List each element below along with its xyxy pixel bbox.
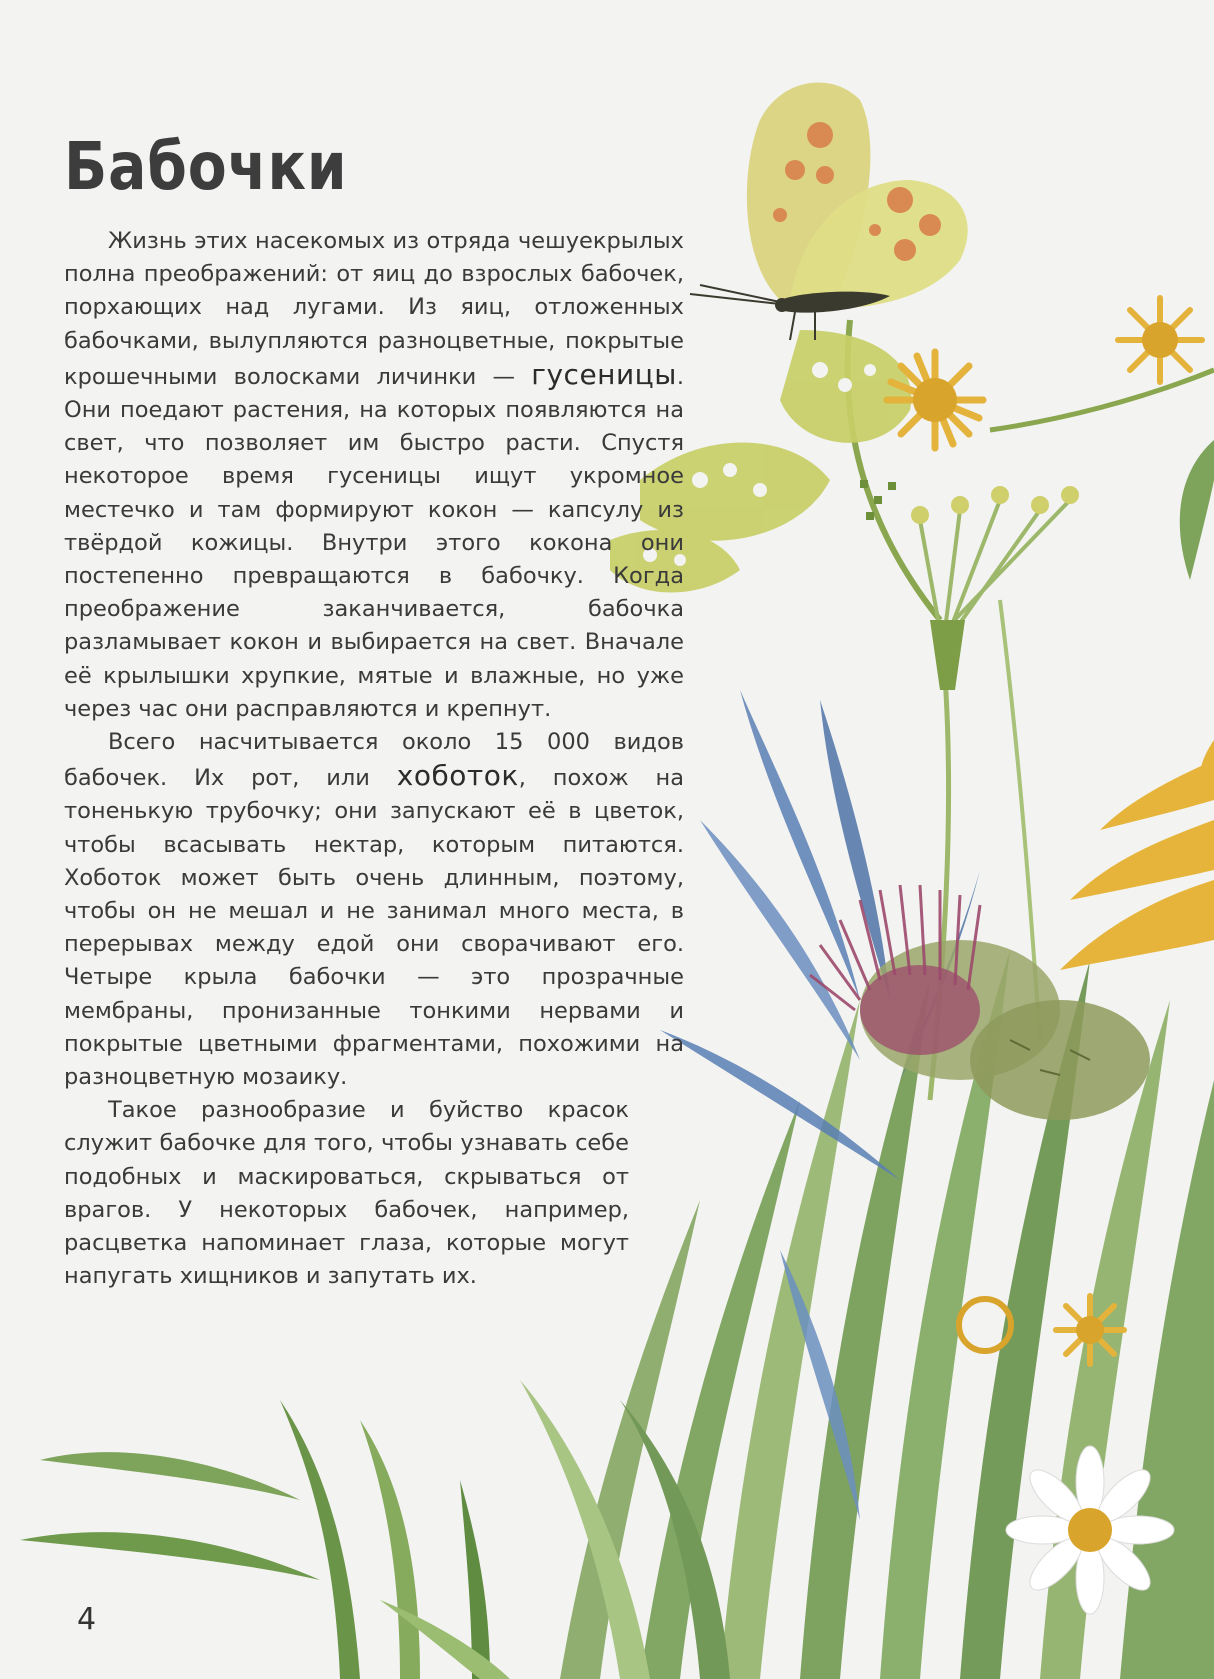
bud-icon [959, 1299, 1011, 1351]
green-leaf [1180, 440, 1214, 580]
paragraph-text: . Они поедают растения, на которых появляются на свет, что позволяет им быстро расти. Спустя некоторое время гусеницы ищут укромное местечко и там формируют кокон — капсулу из твёрдой кожицы. Внутри этого кокона они постепенно превращаются в бабочку. Когда преображение заканчивается, бабочка разламывает кокон и выбирается на свет. Вначале её крылышки хрупкие, мятые и влажные, но уже через час они расправляются и крепнут. [64, 363, 684, 722]
clover-flower-icon [810, 885, 1150, 1120]
page-title: Бабочки [64, 128, 348, 205]
paragraph-proboscis [64, 726, 684, 1094]
paragraph-text: Всего насчитывается около 15 000 видов бабочек. Их рот, или [64, 729, 684, 792]
paragraph-colors: Такое разнообразие и буйство красок служит бабочке для того, чтобы узнавать себе подобных и маскироваться, скрываться от врагов. У некоторых бабочек, например, расцветка напоминает глаза, которые могут напугать хищников и запутать их. [64, 1097, 629, 1290]
large-yellow-flower [1060, 740, 1214, 970]
paragraph-caterpillars [64, 225, 684, 726]
butterfly-icon [690, 83, 968, 340]
paragraph-text: , похож на тоненькую трубочку; они запускают её в цветок, чтобы всасывать нектар, которым питаются. Хоботок может быть очень длинным, поэтому, чтобы он не мешал и не занимал много места, в перерывах между едой они сворачивают его. Четыре крыла бабочки — это прозрачные мембраны, пронизанные тонкими нервами и покрытые цветными фрагментами, похожими на разноцветную мозаику. [64, 765, 684, 1091]
yellow-flower-icon [887, 298, 1202, 448]
page-number: 4 [77, 1602, 97, 1637]
term-proboscis: хоботок [396, 759, 519, 793]
term-caterpillars: гусеницы [531, 357, 677, 391]
article-text [64, 225, 684, 1294]
yellow-bud [1056, 1296, 1124, 1364]
fern-leaves [20, 1400, 510, 1679]
paragraph-text: Жизнь этих насекомых из отряда чешуекрылых полна преображений: от яиц до взрослых бабочек, порхающих над лугами. Из яиц, отложенных бабочками, вылупляются разноцветные, покрытые крошечными волосками личинки — [64, 228, 684, 390]
